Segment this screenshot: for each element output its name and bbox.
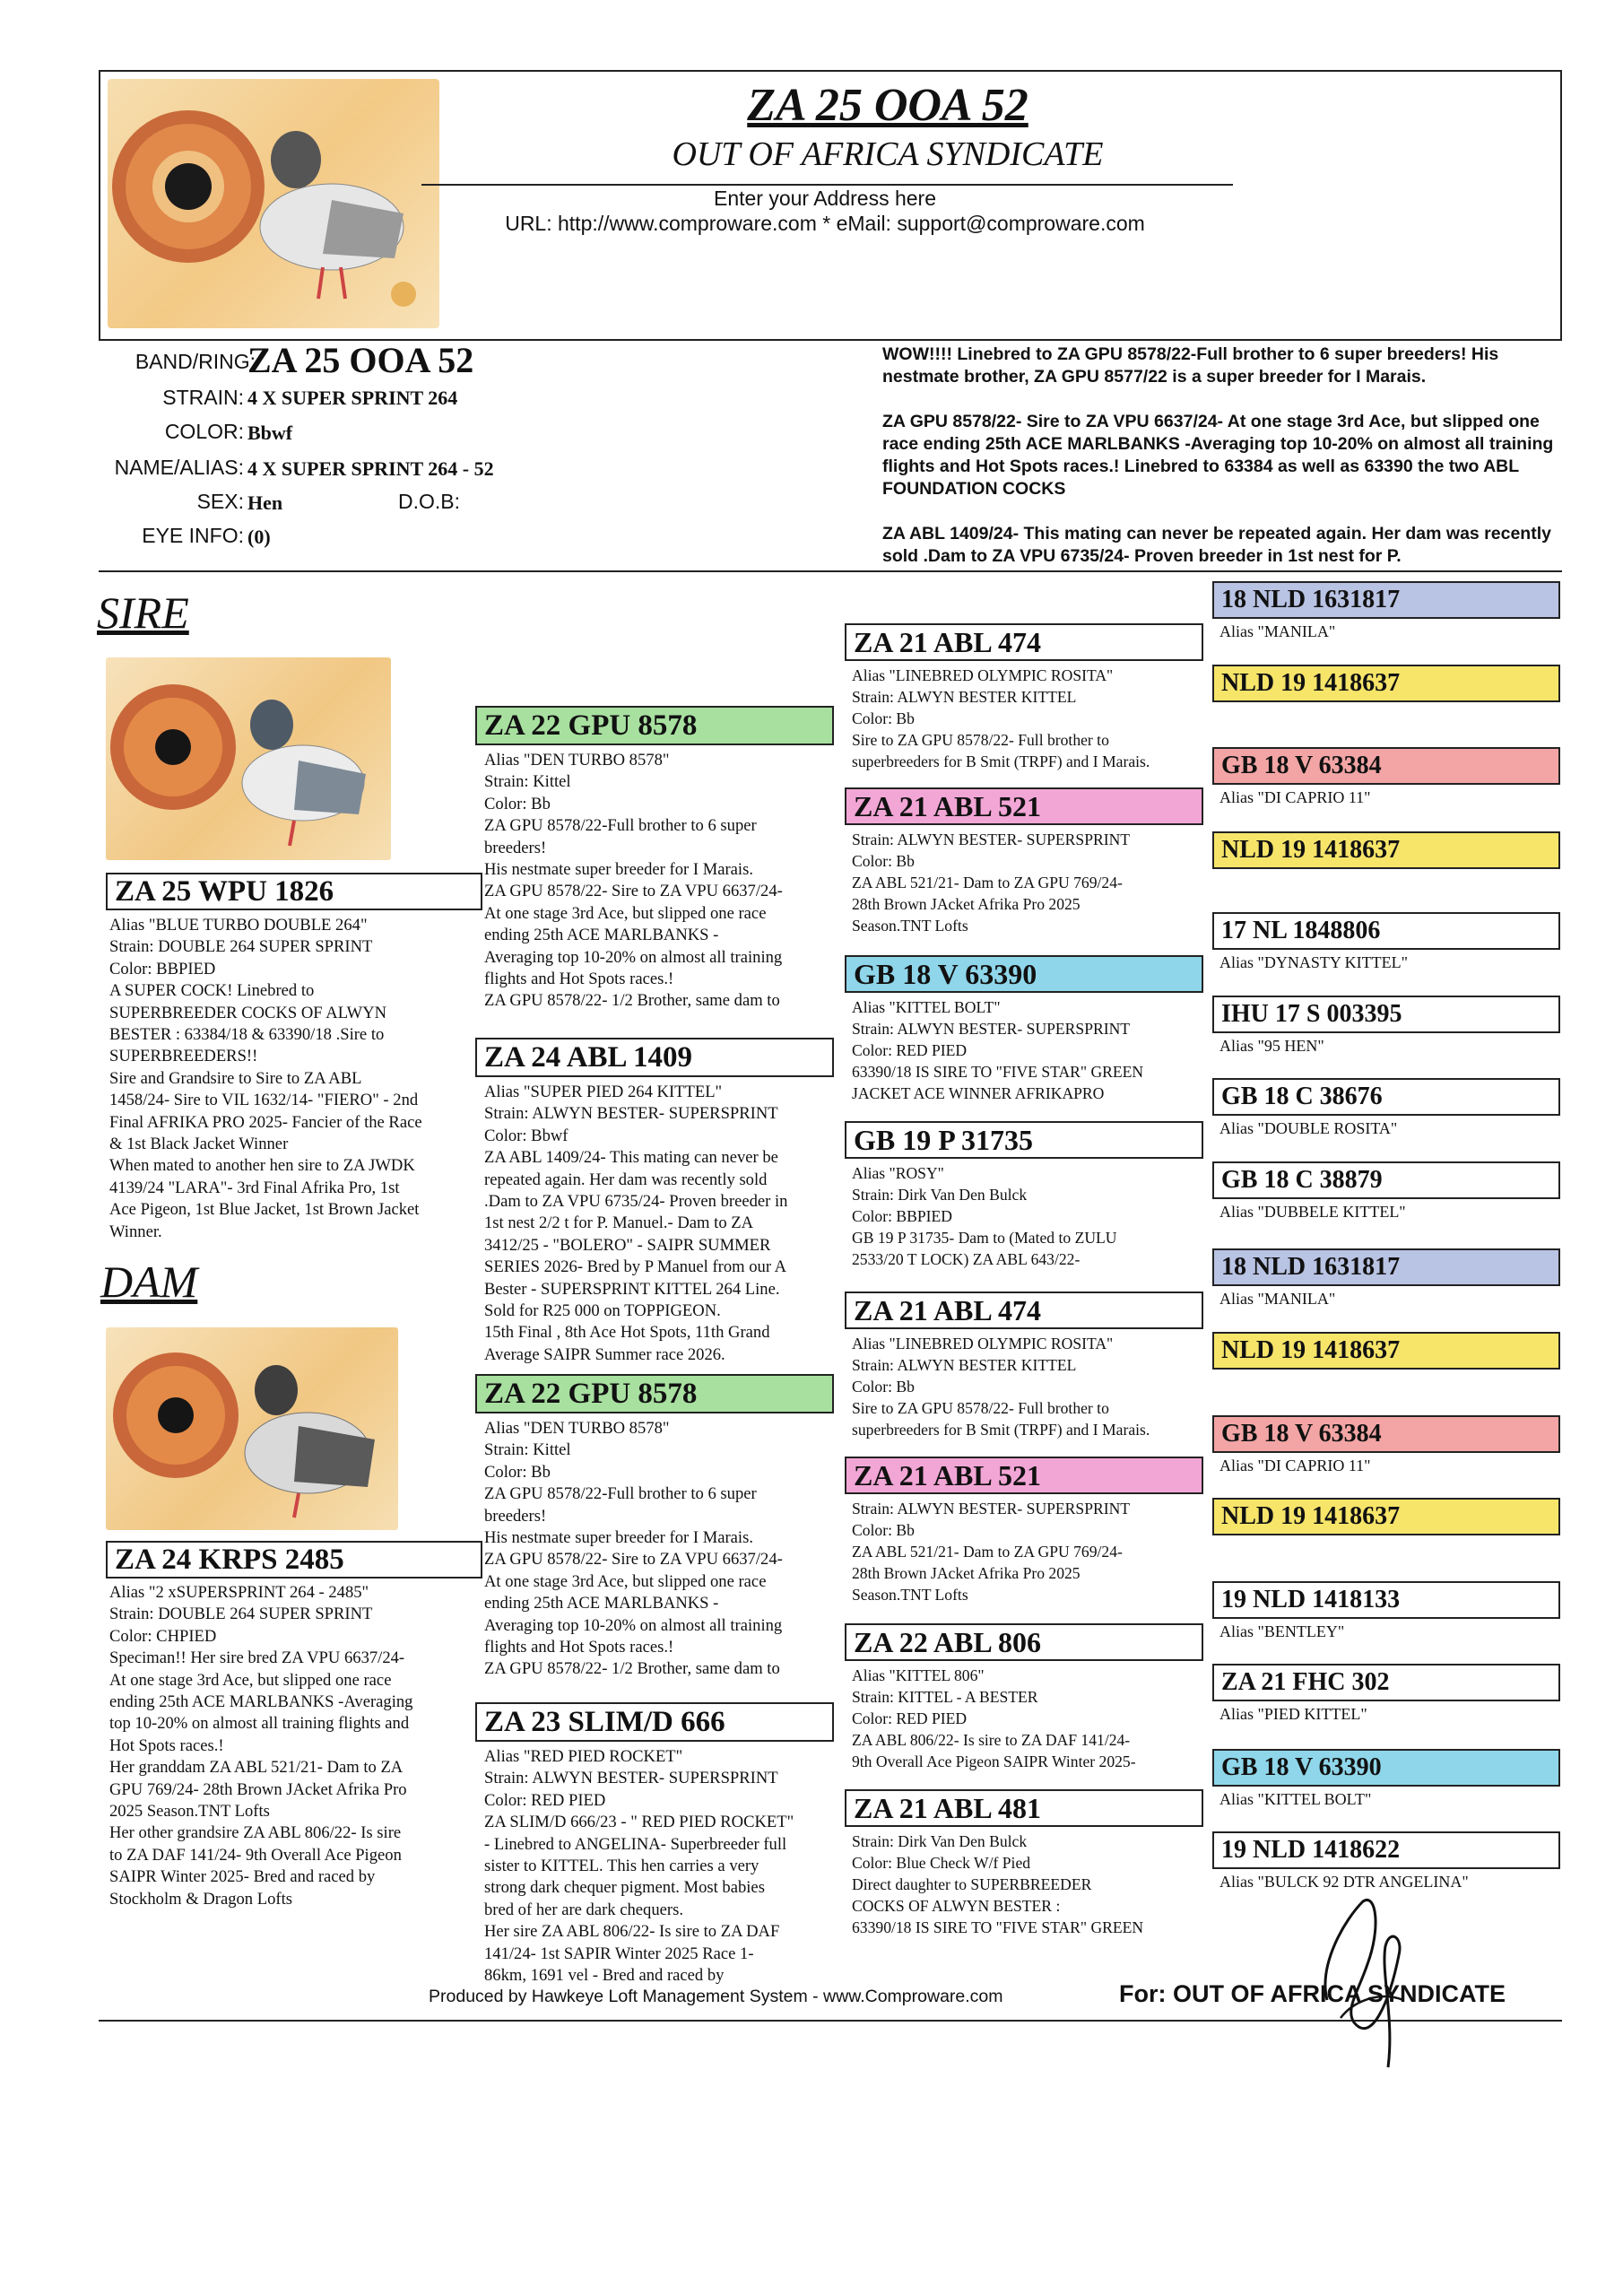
dam-heading: DAM — [100, 1257, 198, 1307]
great-grandparent-description — [852, 996, 1211, 1104]
eye-info-value: (0) — [247, 526, 271, 548]
ancestor-band-box: 18 NLD 1631817 — [1212, 1248, 1560, 1286]
dam-line: 2025 Season.TNT Lofts — [109, 1802, 270, 1822]
description-line: 1st nest 2/2 t for P. Manuel.- Dam to ZA — [484, 1213, 754, 1233]
description-line: 28th Brown JAcket Afrika Pro 2025 — [852, 895, 1081, 913]
great-grandparent-band-box: GB 18 V 63390 — [845, 955, 1203, 993]
sire-line: 1458/24- Sire to VIL 1632/14- "FIERO" - 2nd — [109, 1091, 419, 1110]
great-grandparent-band-box: ZA 21 ABL 474 — [845, 1292, 1203, 1329]
description-line: repeated again. Her dam was recently sold — [484, 1170, 768, 1189]
description-line: Strain: Dirk Van Den Bulck — [852, 1186, 1028, 1204]
great-grandparent-band-box: GB 19 P 31735 — [845, 1121, 1203, 1159]
dam-line: Color: CHPIED — [109, 1626, 217, 1646]
description-line: Average SAIPR Summer race 2026. — [484, 1344, 725, 1364]
sire-line: Alias "BLUE TURBO DOUBLE 264" — [109, 916, 368, 935]
description-line: Color: Bb — [852, 1378, 915, 1396]
description-line: Alias "KITTEL 806" — [852, 1666, 985, 1684]
description-line: GB 19 P 31735- Dam to (Mated to ZULU — [852, 1229, 1117, 1247]
note-paragraph: WOW!!!! Linebred to ZA GPU 8578/22-Full brother to 6 super breeders! His nestmate brother, ZA GPU 8577/22 is a super breeder for I Marais. — [882, 344, 1499, 387]
ancestor-alias: Alias "BULCK 92 DTR ANGELINA" — [1219, 1873, 1469, 1891]
ancestor-band-box: IHU 17 S 003395 — [1212, 996, 1560, 1033]
sire-description — [109, 915, 504, 1243]
great-grandparent-band-box: ZA 22 ABL 806 — [845, 1623, 1203, 1661]
eye-info-label: EYE INFO: — [142, 524, 244, 547]
description-line: Color: RED PIED — [484, 1790, 606, 1810]
description-line: Color: BBPIED — [852, 1207, 952, 1225]
sire-line: A SUPER COCK! Linebred to — [109, 981, 315, 1001]
sire-band-box: ZA 25 WPU 1826 — [106, 873, 482, 910]
sire-line: Ace Pigeon, 1st Blue Jacket, 1st Brown Jacket — [109, 1200, 420, 1220]
grandparent-description — [484, 1746, 836, 1987]
ancestor-band-box: ZA 21 FHC 302 — [1212, 1664, 1560, 1701]
description-line: Sire to ZA GPU 8578/22- Full brother to — [852, 731, 1109, 749]
description-line: Strain: KITTEL - A BESTER — [852, 1688, 1038, 1706]
great-grandparent-description — [852, 829, 1211, 936]
description-line: Strain: ALWYN BESTER- SUPERSPRINT — [852, 1500, 1131, 1518]
sire-line: SUPERBREEDER COCKS OF ALWYN — [109, 1003, 387, 1022]
description-line: Color: Bb — [852, 852, 915, 870]
great-grandparent-band-box: ZA 21 ABL 474 — [845, 623, 1203, 661]
ancestor-band-box: NLD 19 1418637 — [1212, 665, 1560, 702]
description-line: Direct daughter to SUPERBREEDER — [852, 1875, 1092, 1893]
ancestor-band-box: 19 NLD 1418622 — [1212, 1831, 1560, 1869]
signature-scribble — [1291, 1866, 1435, 2072]
name-alias-label: NAME/ALIAS: — [114, 456, 244, 479]
ancestor-band-box: NLD 19 1418637 — [1212, 1332, 1560, 1370]
description-line: ending 25th ACE MARLBANKS - — [484, 926, 719, 945]
note-paragraph: ZA ABL 1409/24- This mating can never be repeated again. Her dam was recently sold .Dam to ZA VPU 6735/24- Proven breeder in 1st nest for P. — [882, 524, 1551, 566]
description-line: .Dam to ZA VPU 6735/24- Proven breeder in — [484, 1192, 788, 1212]
description-line: COCKS OF ALWYN BESTER : — [852, 1897, 1061, 1915]
description-line: strong dark chequer pigment. Most babies — [484, 1878, 765, 1898]
description-line: Strain: ALWYN BESTER KITTEL — [852, 1356, 1077, 1374]
sex-label: SEX: — [196, 490, 244, 513]
ancestor-alias: Alias "DUBBELE KITTEL" — [1219, 1203, 1406, 1221]
grandparent-band-box: ZA 24 ABL 1409 — [475, 1038, 834, 1077]
ancestor-alias: Alias "DOUBLE ROSITA" — [1219, 1119, 1398, 1137]
description-line: At one stage 3rd Ace, but slipped one race — [484, 903, 767, 923]
sire-line: Sire and Grandsire to Sire to ZA ABL — [109, 1068, 362, 1088]
ancestor-alias: Alias "95 HEN" — [1219, 1037, 1324, 1055]
sire-line: When mated to another hen sire to ZA JWDK — [109, 1156, 415, 1176]
dam-line: GPU 769/24- 28th Brown JAcket Afrika Pro — [109, 1779, 407, 1799]
description-line: Strain: ALWYN BESTER- SUPERSPRINT — [484, 1769, 778, 1788]
description-line: Strain: Dirk Van Den Bulck — [852, 1832, 1028, 1850]
description-line: 63390/18 IS SIRE TO "FIVE STAR" GREEN — [852, 1063, 1144, 1081]
ancestor-band-box: 18 NLD 1631817 — [1212, 581, 1560, 619]
sire-line: Final AFRIKA PRO 2025- Fancier of the Race — [109, 1112, 422, 1132]
description-line: JACKET ACE WINNER AFRIKAPRO — [852, 1084, 1105, 1102]
strain-value: 4 X SUPER SPRINT 264 — [247, 387, 458, 409]
color-value: Bbwf — [247, 422, 293, 444]
description-line: Alias "DEN TURBO 8578" — [484, 1419, 670, 1438]
description-line: Strain: ALWYN BESTER KITTEL — [852, 688, 1077, 706]
dam-line: ending 25th ACE MARLBANKS -Averaging — [109, 1692, 413, 1712]
description-line: Sire to ZA GPU 8578/22- Full brother to — [852, 1399, 1109, 1417]
highlight-notes — [882, 344, 1564, 590]
ancestor-band-box: GB 18 V 63384 — [1212, 1415, 1560, 1453]
great-grandparent-band-box: ZA 21 ABL 481 — [845, 1789, 1203, 1827]
description-line: 141/24- 1st SAPIR Winter 2025 Race 1- — [484, 1944, 754, 1963]
great-grandparent-band-box: ZA 21 ABL 521 — [845, 1457, 1203, 1494]
dam-line: At one stage 3rd Ace, but slipped one race — [109, 1670, 392, 1690]
description-line: ZA ABL 521/21- Dam to ZA GPU 769/24- — [852, 1543, 1123, 1561]
grandparent-description — [484, 1418, 836, 1681]
sire-line: & 1st Black Jacket Winner — [109, 1135, 289, 1154]
description-line: Bester - SUPERSPRINT KITTEL 264 Line. — [484, 1279, 780, 1299]
description-line: ZA ABL 521/21- Dam to ZA GPU 769/24- — [852, 874, 1123, 891]
description-line: Color: Bb — [852, 709, 915, 727]
description-line: Averaging top 10-20% on almost all training — [484, 947, 783, 967]
grandparent-description — [484, 750, 836, 1013]
sire-line: Strain: DOUBLE 264 SUPER SPRINT — [109, 937, 373, 957]
for-syndicate-line: For: OUT OF AFRICA SYNDICATE — [1119, 1980, 1506, 2007]
ancestor-band-box: GB 18 V 63384 — [1212, 747, 1560, 785]
description-line: Color: Bb — [484, 794, 551, 813]
description-line: ZA GPU 8578/22- Sire to ZA VPU 6637/24- — [484, 1550, 783, 1570]
description-line: His nestmate super breeder for I Marais. — [484, 860, 753, 880]
description-line: superbreeders for B Smit (TRPF) and I Marais. — [852, 752, 1150, 770]
grandparent-band-box: ZA 23 SLIM/D 666 — [475, 1702, 834, 1742]
dam-line: to ZA DAF 141/24- 9th Overall Ace Pigeon — [109, 1845, 402, 1865]
dam-line: Hot Spots races.! — [109, 1735, 224, 1755]
description-line: Color: Blue Check W/f Pied — [852, 1854, 1031, 1872]
description-line: 2533/20 T LOCK) ZA ABL 643/22- — [852, 1250, 1081, 1268]
description-line: bred of her are dark chequers. — [484, 1900, 683, 1919]
description-line: ending 25th ACE MARLBANKS - — [484, 1594, 719, 1613]
great-grandparent-description — [852, 1498, 1211, 1605]
dam-description — [109, 1582, 504, 1910]
url-email-line: URL: http://www.comproware.com * eMail: support@comproware.com — [505, 212, 1145, 235]
description-line: At one stage 3rd Ace, but slipped one race — [484, 1571, 767, 1591]
description-line: ZA GPU 8578/22- Sire to ZA VPU 6637/24- — [484, 882, 783, 901]
description-line: 15th Final , 8th Ace Hot Spots, 11th Grand — [484, 1323, 770, 1343]
note-paragraph: ZA GPU 8578/22- Sire to ZA VPU 6637/24- At one stage 3rd Ace, but slipped one race ending 25th ACE MARLBANKS -Averaging top 10-20% on almost all training flights and Hot Spots races.! Linebred to 63384 as well as 63390 the two ABL FOUNDATION COCKS — [882, 412, 1554, 499]
sire-heading: SIRE — [97, 587, 189, 638]
description-line: ZA GPU 8578/22-Full brother to 6 super — [484, 1484, 757, 1504]
description-line: breeders! — [484, 1506, 547, 1526]
description-line: Color: RED PIED — [852, 1041, 968, 1059]
header-pigeon-photo — [108, 79, 439, 328]
description-line: Strain: Kittel — [484, 1440, 571, 1460]
description-line: Color: Bb — [852, 1521, 915, 1539]
description-line: Strain: ALWYN BESTER- SUPERSPRINT — [484, 1104, 778, 1124]
dam-band-box: ZA 24 KRPS 2485 — [106, 1541, 482, 1578]
ancestor-band-box: GB 18 C 38676 — [1212, 1078, 1560, 1116]
description-line: breeders! — [484, 838, 547, 857]
info-divider — [99, 570, 1562, 572]
description-line: Alias "RED PIED ROCKET" — [484, 1747, 683, 1766]
produced-by-line: Produced by Hawkeye Loft Management System - www.Comproware.com — [429, 1987, 1003, 2006]
dam-line: SAIPR Winter 2025- Bred and raced by — [109, 1867, 376, 1887]
description-line: 86km, 1691 vel - Bred and raced by — [484, 1966, 725, 1986]
ancestor-alias: Alias "DI CAPRIO 11" — [1219, 788, 1371, 806]
description-line: SERIES 2026- Bred by P Manuel from our A — [484, 1257, 787, 1277]
description-line: Alias "SUPER PIED 264 KITTEL" — [484, 1083, 723, 1101]
description-line: Season.TNT Lofts — [852, 917, 968, 935]
sire-line: Color: BBPIED — [109, 959, 216, 978]
ancestor-band-box: 19 NLD 1418133 — [1212, 1581, 1560, 1619]
description-line: Color: RED PIED — [852, 1709, 968, 1727]
ancestor-band-box: NLD 19 1418637 — [1212, 831, 1560, 869]
ancestor-alias: Alias "DI CAPRIO 11" — [1219, 1457, 1371, 1474]
great-grandparent-band-box: ZA 21 ABL 521 — [845, 787, 1203, 825]
dam-line: Her granddam ZA ABL 521/21- Dam to ZA — [109, 1758, 404, 1778]
dam-line: Speciman!! Her sire bred ZA VPU 6637/24- — [109, 1648, 405, 1668]
description-line: Sold for R25 000 on TOPPIGEON. — [484, 1301, 721, 1321]
description-line: His nestmate super breeder for I Marais. — [484, 1528, 753, 1548]
great-grandparent-description — [852, 1665, 1211, 1772]
ancestor-alias: Alias "BENTLEY" — [1219, 1622, 1345, 1640]
dob-label: D.O.B: — [398, 490, 461, 513]
header-divider — [421, 184, 1233, 186]
description-line: 28th Brown JAcket Afrika Pro 2025 — [852, 1564, 1081, 1582]
description-line: 9th Overall Ace Pigeon SAIPR Winter 2025- — [852, 1752, 1136, 1770]
ancestor-band-box: NLD 19 1418637 — [1212, 1498, 1560, 1535]
grandparent-band-box: ZA 22 GPU 8578 — [475, 1374, 834, 1413]
pigeon-picture — [106, 1327, 398, 1530]
sire-line: Winner. — [109, 1222, 162, 1241]
great-grandparent-description — [852, 1831, 1211, 1938]
sire-line: 4139/24 "LARA"- 3rd Final Afrika Pro, 1st — [109, 1178, 400, 1197]
description-line: Strain: ALWYN BESTER- SUPERSPRINT — [852, 831, 1131, 848]
description-line: Alias "LINEBRED OLYMPIC ROSITA" — [852, 666, 1114, 684]
description-line: - Linebred to ANGELINA- Superbreeder full — [484, 1834, 787, 1854]
sire-line: SUPERBREEDERS!! — [109, 1047, 258, 1066]
ancestor-alias: Alias "MANILA" — [1219, 1290, 1336, 1308]
page-title: ZA 25 OOA 52 — [747, 80, 1028, 131]
color-label: COLOR: — [164, 420, 244, 443]
description-line: flights and Hot Spots races.! — [484, 1638, 674, 1657]
description-line: ZA GPU 8578/22- 1/2 Brother, same dam to — [484, 991, 780, 1011]
dam-line: Alias "2 xSUPERSPRINT 264 - 2485" — [109, 1583, 369, 1602]
description-line: Averaging top 10-20% on almost all training — [484, 1615, 783, 1635]
description-line: sister to KITTEL. This hen carries a very — [484, 1857, 759, 1876]
description-line: Strain: Kittel — [484, 772, 571, 792]
description-line: Color: Bb — [484, 1462, 551, 1482]
ancestor-band-box: GB 18 C 38879 — [1212, 1161, 1560, 1199]
name-alias-value: 4 X SUPER SPRINT 264 - 52 — [247, 457, 494, 480]
dam-photo — [106, 1327, 398, 1530]
description-line: ZA ABL 806/22- Is sire to ZA DAF 141/24- — [852, 1731, 1131, 1749]
dam-line: top 10-20% on almost all training flights and — [109, 1714, 410, 1734]
grandparent-description — [484, 1082, 836, 1366]
band-value: ZA 25 OOA 52 — [247, 340, 474, 380]
band-label: BAND/RING: — [135, 350, 256, 373]
dam-line: Stockholm & Dragon Lofts — [109, 1889, 292, 1909]
strain-label: STRAIN: — [162, 386, 244, 409]
description-line: Alias "ROSY" — [852, 1164, 944, 1182]
description-line: Strain: ALWYN BESTER- SUPERSPRINT — [852, 1020, 1131, 1038]
description-line: ZA GPU 8578/22- 1/2 Brother, same dam to — [484, 1659, 780, 1679]
description-line: Alias "DEN TURBO 8578" — [484, 751, 670, 770]
sex-value: Hen — [247, 491, 283, 514]
ancestor-band-box: GB 18 V 63390 — [1212, 1749, 1560, 1787]
great-grandparent-description — [852, 1162, 1211, 1270]
ancestor-alias: Alias "MANILA" — [1219, 622, 1336, 640]
ancestor-band-box: 17 NL 1848806 — [1212, 912, 1560, 950]
description-line: flights and Hot Spots races.! — [484, 970, 674, 989]
grandparent-band-box: ZA 22 GPU 8578 — [475, 706, 834, 745]
description-line: Season.TNT Lofts — [852, 1586, 968, 1604]
description-line: 63390/18 IS SIRE TO "FIVE STAR" GREEN — [852, 1918, 1144, 1936]
page-subtitle: OUT OF AFRICA SYNDICATE — [672, 135, 1104, 173]
pigeon-picture — [106, 657, 391, 860]
description-line: ZA SLIM/D 666/23 - " RED PIED ROCKET" — [484, 1813, 794, 1832]
description-line: Alias "LINEBRED OLYMPIC ROSITA" — [852, 1335, 1114, 1352]
pigeon-eye-and-body-picture — [108, 79, 439, 328]
description-line: Her sire ZA ABL 806/22- Is sire to ZA DAF — [484, 1922, 780, 1942]
sire-line: BESTER : 63384/18 & 63390/18 .Sire to — [109, 1025, 385, 1045]
description-line: ZA ABL 1409/24- This mating can never be — [484, 1148, 778, 1168]
description-line: ZA GPU 8578/22-Full brother to 6 super — [484, 816, 757, 836]
description-line: Color: Bbwf — [484, 1126, 568, 1145]
description-line: 3412/25 - "BOLERO" - SAIPR SUMMER — [484, 1235, 771, 1255]
address-line: Enter your Address here — [713, 187, 937, 210]
ancestor-alias: Alias "KITTEL BOLT" — [1219, 1790, 1372, 1808]
sire-photo — [106, 657, 391, 860]
ancestor-alias: Alias "DYNASTY KITTEL" — [1219, 953, 1408, 971]
ancestor-alias: Alias "PIED KITTEL" — [1219, 1705, 1367, 1723]
dam-line: Strain: DOUBLE 264 SUPER SPRINT — [109, 1605, 373, 1624]
description-line: superbreeders for B Smit (TRPF) and I Marais. — [852, 1421, 1150, 1439]
dam-line: Her other grandsire ZA ABL 806/22- Is sire — [109, 1823, 402, 1843]
great-grandparent-description — [852, 665, 1211, 772]
great-grandparent-description — [852, 1333, 1211, 1440]
description-line: Alias "KITTEL BOLT" — [852, 998, 1001, 1016]
